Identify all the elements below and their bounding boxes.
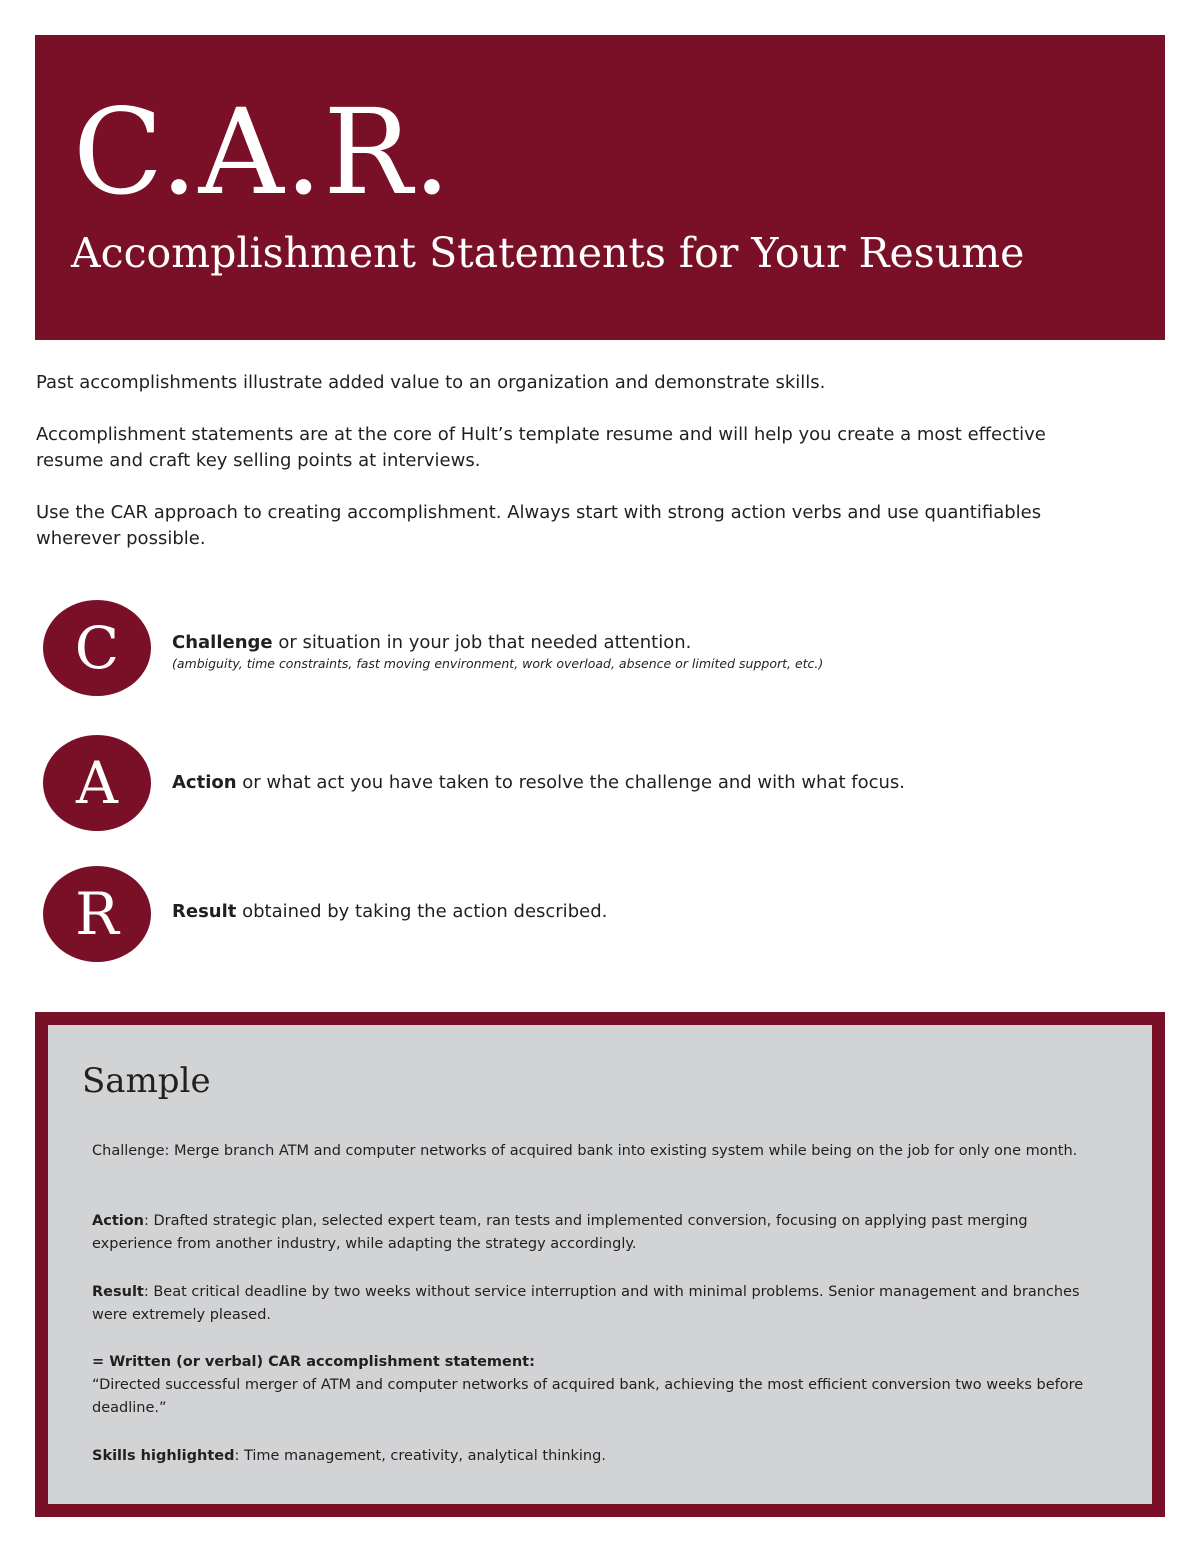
sample-skills [92, 1445, 1092, 1468]
page-subtitle: Accomplishment Statements for Your Resume [71, 229, 1025, 277]
sample-result [92, 1281, 1092, 1327]
sample-skills-text: : Time management, creativity, analytical thinking. [234, 1448, 606, 1464]
sample-statement-text: “Directed successful merger of ATM and computer networks of acquired bank, achieving the most efficient conversion two weeks before deadline.” [92, 1377, 1084, 1416]
sample-result-label: Result [92, 1284, 144, 1300]
sample-action-text: : Drafted strategic plan, selected expert team, ran tests and implemented conversion, focusing on applying past merging experience from another industry, while adapting the strategy accordingly. [92, 1213, 1028, 1252]
sample-action [92, 1210, 1092, 1256]
sample-result-text: : Beat critical deadline by two weeks without service interruption and with minimal problems. Senior management and branches were extremely pleased. [92, 1284, 1080, 1323]
sample-box [35, 1012, 1165, 1517]
result-definition [172, 900, 1132, 924]
challenge-text: or situation in your job that needed attention. [272, 632, 692, 653]
result-term: Result [172, 901, 237, 922]
intro-paragraph-1: Past accomplishments illustrate added value to an organization and demonstrate skills. [36, 372, 826, 393]
challenge-term: Challenge [172, 632, 273, 653]
intro-paragraph-3: Use the CAR approach to creating accomplishment. Always start with strong action verbs and use quantifiables wherever possible. [36, 502, 1042, 549]
intro-paragraph-2: Accomplishment statements are at the core of Hult’s template resume and will help you create a most effective resume and craft key selling points at interviews. [36, 424, 1046, 471]
action-text: or what act you have taken to resolve the challenge and with what focus. [236, 772, 906, 793]
page-title: C.A.R. [73, 83, 452, 221]
letter-r-circle: R [43, 866, 151, 962]
challenge-definition [172, 631, 1132, 673]
letter-c-circle: C [43, 600, 151, 696]
sample-challenge-label: Challenge [92, 1143, 165, 1159]
action-definition [172, 771, 1132, 795]
action-term: Action [172, 772, 237, 793]
sample-action-label: Action [92, 1213, 145, 1229]
sample-statement [92, 1351, 1092, 1420]
header-banner [35, 35, 1165, 340]
sample-panel [48, 1025, 1152, 1504]
sample-challenge [92, 1140, 1092, 1163]
challenge-note: (ambiguity, time constraints, fast moving environment, work overload, absence or limited support, etc.) [172, 656, 824, 671]
sample-title: Sample [82, 1061, 211, 1101]
sample-statement-label: = Written (or verbal) CAR accomplishment statement: [92, 1354, 535, 1370]
result-text: obtained by taking the action described. [236, 901, 608, 922]
sample-challenge-text: : Merge branch ATM and computer networks of acquired bank into existing system while being on the job for only one month. [164, 1143, 1078, 1159]
sample-skills-label: Skills highlighted [92, 1448, 235, 1464]
letter-a-circle: A [43, 735, 151, 831]
